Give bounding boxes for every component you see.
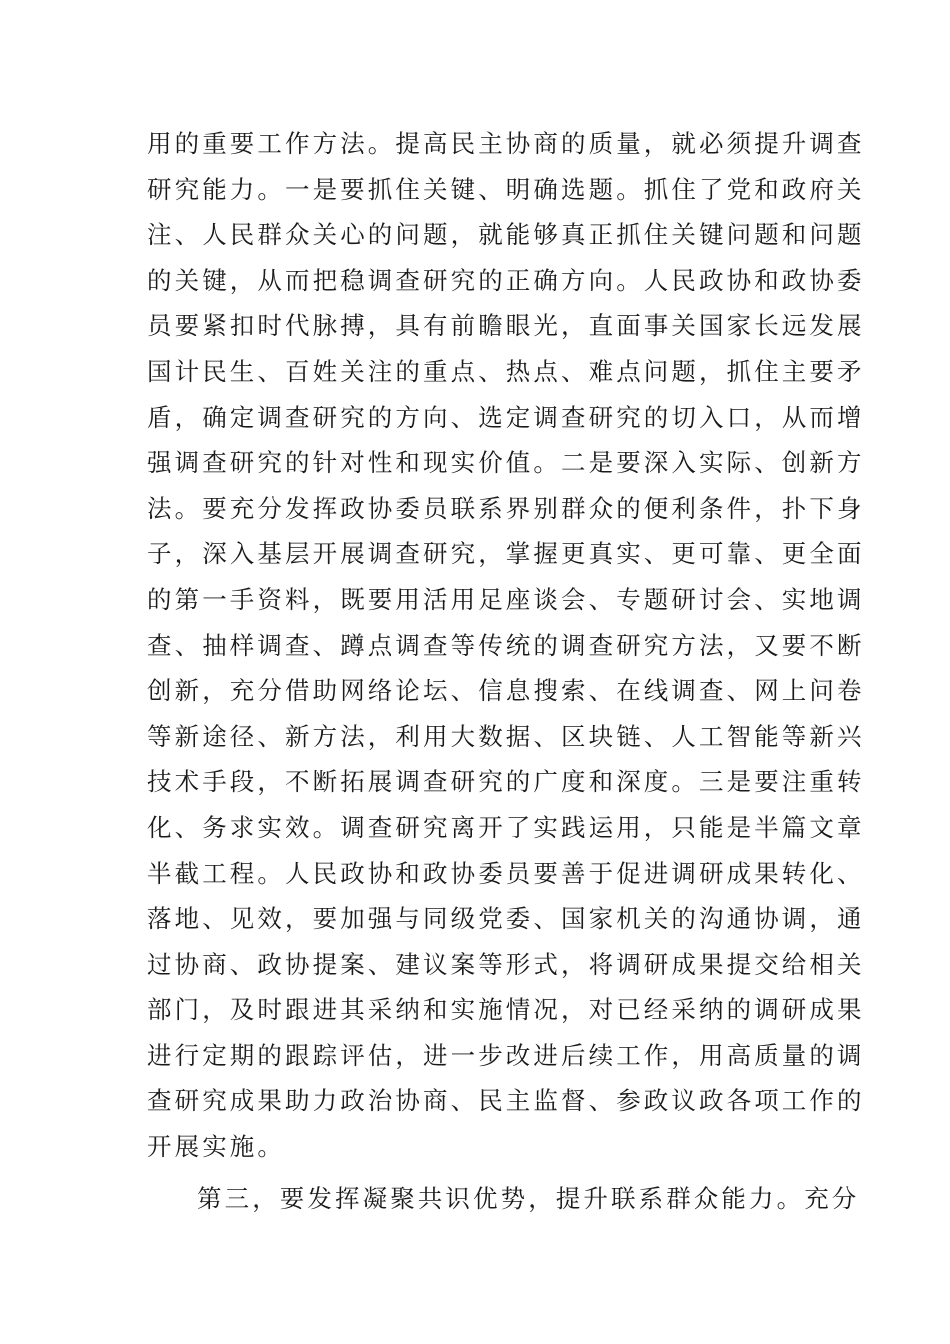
text-line: 的第一手资料，既要用活用足座谈会、专题研讨会、实地调	[147, 584, 865, 614]
text-line: 子，深入基层开展调查研究，掌握更真实、更可靠、更全面	[147, 539, 865, 569]
text-line: 查、抽样调查、蹲点调查等传统的调查研究方法，又要不断	[147, 630, 865, 660]
text-line: 进行定期的跟踪评估，进一步改进后续工作，用高质量的调	[147, 1040, 865, 1070]
text-line: 强调查研究的针对性和现实价值。二是要深入实际、创新方	[147, 448, 865, 478]
text-line: 盾，确定调查研究的方向、选定调查研究的切入口，从而增	[147, 402, 865, 432]
text-line: 法。要充分发挥政协委员联系界别群众的便利条件，扑下身	[147, 493, 865, 523]
text-line: 过协商、政协提案、建议案等形式，将调研成果提交给相关	[147, 949, 865, 979]
text-line: 用的重要工作方法。提高民主协商的质量，就必须提升调查	[147, 129, 865, 158]
text-line: 部门，及时跟进其采纳和实施情况，对已经采纳的调研成果	[147, 995, 865, 1025]
body-text	[147, 121, 865, 1221]
text-line: 开展实施。	[147, 1132, 285, 1162]
paragraph-start-line: 第三，要发挥凝聚共识优势，提升联系群众能力。充分	[197, 1183, 860, 1213]
text-line: 技术手段，不断拓展调查研究的广度和深度。三是要注重转	[147, 767, 865, 797]
text-line: 化、务求实效。调查研究离开了实践运用，只能是半篇文章	[147, 812, 865, 842]
text-line: 落地、见效，要加强与同级党委、国家机关的沟通协调，通	[147, 904, 865, 934]
text-line: 员要紧扣时代脉搏，具有前瞻眼光，直面事关国家长远发展	[147, 311, 865, 341]
text-line: 的关键，从而把稳调查研究的正确方向。人民政协和政协委	[147, 265, 865, 295]
text-line: 查研究成果助力政治协商、民主监督、参政议政各项工作的	[147, 1086, 865, 1116]
text-line: 创新，充分借助网络论坛、信息搜索、在线调查、网上问卷	[147, 676, 865, 706]
text-line: 研究能力。一是要抓住关键、明确选题。抓住了党和政府关	[147, 174, 865, 204]
text-line: 等新途径、新方法，利用大数据、区块链、人工智能等新兴	[147, 721, 865, 751]
text-line: 半截工程。人民政协和政协委员要善于促进调研成果转化、	[147, 858, 865, 888]
text-line: 国计民生、百姓关注的重点、热点、难点问题，抓住主要矛	[147, 356, 865, 386]
text-line: 注、人民群众关心的问题，就能够真正抓住关键问题和问题	[147, 220, 865, 250]
